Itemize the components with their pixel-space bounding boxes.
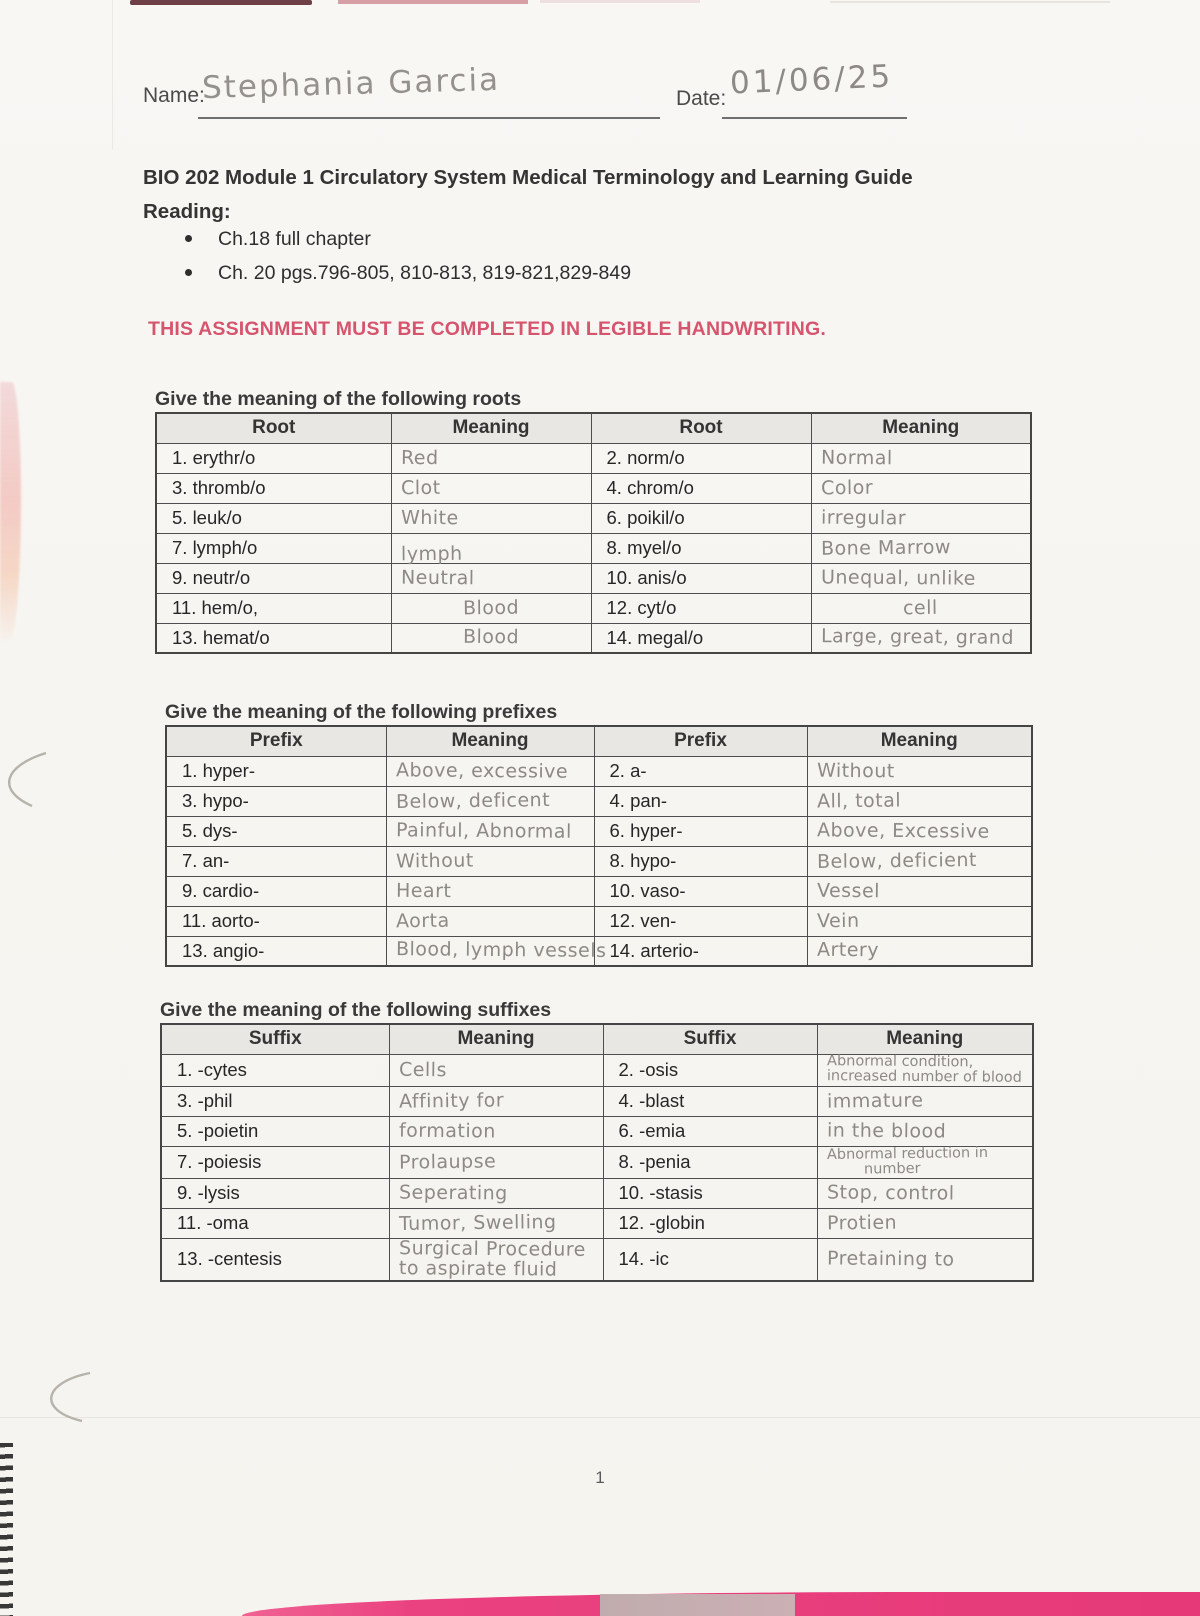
meaning-cell (389, 1054, 603, 1086)
term-cell: 5. -poietin (161, 1116, 389, 1146)
term-cell: 6. -emia (603, 1116, 817, 1146)
handwritten-answer: Blood (462, 626, 520, 649)
handwritten-answer: Seperating (398, 1181, 508, 1204)
handwritten-answer: Tumor, Swelling (398, 1210, 557, 1235)
handwritten-answer: Clot (400, 476, 441, 499)
meaning-cell (807, 846, 1032, 876)
handwritten-answer: Abnormal condition, increased number of blood (826, 1052, 1022, 1086)
prefixes-section-heading: Give the meaning of the following prefixes (165, 701, 558, 723)
meaning-cell (389, 1178, 603, 1208)
handwritten-answer: Unequal, unlike (820, 565, 976, 590)
handwritten-answer: Without (395, 849, 474, 872)
meaning-cell (391, 443, 591, 473)
term-cell: 7. -poiesis (161, 1146, 389, 1178)
handwritten-answer: Red (400, 446, 439, 469)
name-handwritten: Stephania Garcia (201, 61, 501, 107)
meaning-cell (386, 846, 594, 876)
table-row (161, 1208, 1033, 1238)
column-header: Root (591, 413, 811, 443)
date-handwritten: 01/06/25 (729, 58, 894, 102)
handwritten-answer: Vein (816, 909, 860, 932)
meaning-cell (807, 876, 1032, 906)
meaning-cell (391, 623, 591, 653)
term-cell: 10. vaso- (594, 876, 807, 906)
meaning-cell (817, 1116, 1033, 1146)
term-cell: 1. -cytes (161, 1054, 389, 1086)
hole-punch-arc (0, 748, 54, 810)
handwritten-answer: Normal (820, 446, 893, 469)
term-cell: 9. -lysis (161, 1178, 389, 1208)
term-cell: 8. -penia (603, 1146, 817, 1178)
suffixes-section-heading: Give the meaning of the following suffixes (160, 999, 552, 1021)
meaning-cell (389, 1116, 603, 1146)
meaning-cell (389, 1208, 603, 1238)
meaning-cell (391, 503, 591, 533)
handwritten-answer: Bone Marrow (820, 535, 951, 560)
term-cell: 5. leuk/o (156, 503, 391, 533)
handwritten-answer: Neutral (400, 566, 475, 589)
term-cell: 5. dys- (166, 816, 386, 846)
column-header: Meaning (811, 413, 1031, 443)
handwritten-answer: Surgical Procedure to aspirate fluid (398, 1236, 586, 1281)
meaning-cell (811, 563, 1031, 593)
bullet-icon (185, 235, 192, 242)
table-row (166, 906, 1032, 936)
handwritten-answer: Below, deficent (395, 788, 550, 813)
column-header: Meaning (807, 726, 1032, 756)
name-label: Name: (143, 84, 205, 107)
term-cell: 12. -globin (603, 1208, 817, 1238)
underlying-page-edge (112, 0, 113, 150)
handwritten-answer: Blood, lymph vessels (395, 938, 607, 963)
handwritten-answer: Without (816, 759, 895, 782)
meaning-cell (389, 1086, 603, 1116)
table-row (166, 756, 1032, 786)
handwritten-answer: Blood (462, 596, 520, 619)
table-row (156, 473, 1031, 503)
date-underline (722, 117, 907, 119)
term-cell: 2. norm/o (591, 443, 811, 473)
date-label: Date: (676, 87, 727, 110)
table-row (161, 1086, 1033, 1116)
desk-edge-stripe (540, 0, 700, 3)
table-header-row (156, 413, 1031, 443)
term-cell: 2. a- (594, 756, 807, 786)
term-cell: 4. -blast (603, 1086, 817, 1116)
handwritten-answer: Heart (395, 879, 451, 902)
meaning-cell (811, 503, 1031, 533)
term-cell: 14. arterio- (594, 936, 807, 966)
term-cell: 7. an- (166, 846, 386, 876)
table-row (161, 1116, 1033, 1146)
handwritten-answer: Cells (398, 1058, 447, 1081)
handwritten-answer: in the blood (826, 1118, 946, 1143)
term-cell: 14. megal/o (591, 623, 811, 653)
meaning-cell (807, 936, 1032, 966)
table-row (156, 563, 1031, 593)
handwritten-answer: Aorta (395, 909, 450, 932)
meaning-cell (386, 786, 594, 816)
term-cell: 6. poikil/o (591, 503, 811, 533)
term-cell: 7. lymph/o (156, 533, 391, 563)
column-header: Meaning (389, 1024, 603, 1054)
meaning-cell (386, 936, 607, 966)
term-cell: 12. ven- (594, 906, 807, 936)
table-row (166, 876, 1032, 906)
table-row (166, 816, 1032, 846)
term-cell: 8. hypo- (594, 846, 807, 876)
reading-item: Ch. 20 pgs.796-805, 810-813, 819-821,829-849 (185, 262, 631, 285)
term-cell: 14. -ic (603, 1238, 817, 1281)
meaning-cell (811, 473, 1031, 503)
table-row (161, 1146, 1033, 1178)
table-row (161, 1178, 1033, 1208)
roots-table (155, 412, 1032, 654)
meaning-cell (386, 816, 594, 846)
handwritten-answer: White (400, 506, 459, 529)
underlying-page-edge (0, 1417, 1200, 1418)
term-cell: 3. -phil (161, 1086, 389, 1116)
meaning-cell (817, 1146, 1033, 1178)
meaning-cell (817, 1086, 1033, 1116)
column-header: Meaning (386, 726, 594, 756)
meaning-cell (807, 786, 1032, 816)
term-cell: 9. neutr/o (156, 563, 391, 593)
meaning-cell (811, 593, 1031, 623)
handwritten-answer: cell (903, 596, 939, 619)
table-row (156, 503, 1031, 533)
term-cell: 4. chrom/o (591, 473, 811, 503)
table-row (166, 786, 1032, 816)
term-cell: 11. -oma (161, 1208, 389, 1238)
term-cell: 3. hypo- (166, 786, 386, 816)
table-row (161, 1238, 1033, 1281)
term-cell: 3. thromb/o (156, 473, 391, 503)
bullet-icon (185, 269, 192, 276)
term-cell: 10. anis/o (591, 563, 811, 593)
suffixes-table (160, 1023, 1034, 1282)
table-row (166, 846, 1032, 876)
table-row (166, 936, 1032, 966)
meaning-cell (391, 533, 591, 563)
column-header: Suffix (161, 1024, 389, 1054)
handwritten-answer: lymph (400, 542, 463, 565)
column-header: Prefix (166, 726, 386, 756)
gray-patch (600, 1594, 795, 1616)
term-cell: 10. -stasis (603, 1178, 817, 1208)
meaning-cell (391, 563, 591, 593)
column-header: Prefix (594, 726, 807, 756)
meaning-cell (391, 473, 591, 503)
page-number: 1 (595, 1468, 605, 1487)
handwritten-answer: Affinity for (398, 1088, 504, 1113)
term-cell: 13. hemat/o (156, 623, 391, 653)
table-row (156, 623, 1031, 653)
meaning-cell (811, 533, 1031, 563)
desk-edge-stripe (338, 0, 528, 4)
term-cell: 1. hyper- (166, 756, 386, 786)
handwritten-answer: immature (826, 1088, 924, 1113)
handwritten-answer: Vessel (816, 879, 880, 902)
handwritten-answer: Large, great, grand (820, 625, 1014, 650)
column-header: Root (156, 413, 391, 443)
term-cell: 11. aorto- (166, 906, 386, 936)
term-cell: 6. hyper- (594, 816, 807, 846)
column-header: Suffix (603, 1024, 817, 1054)
name-underline (198, 117, 660, 119)
handwritten-answer: formation (398, 1119, 496, 1142)
legible-handwriting-warning: THIS ASSIGNMENT MUST BE COMPLETED IN LEGIBLE HANDWRITING. (148, 318, 827, 340)
table-row (156, 593, 1031, 623)
column-header: Meaning (817, 1024, 1033, 1054)
handwritten-answer: Prolaupse (398, 1149, 496, 1174)
meaning-cell (386, 876, 594, 906)
table-row (161, 1054, 1033, 1086)
prefixes-table (165, 725, 1033, 967)
handwritten-answer: Artery (816, 938, 879, 962)
term-cell: 2. -osis (603, 1054, 817, 1086)
desk-edge-stripe (830, 1, 1110, 3)
meaning-cell (817, 1178, 1033, 1208)
meaning-cell (386, 756, 594, 786)
meaning-cell (807, 756, 1032, 786)
term-cell: 12. cyt/o (591, 593, 811, 623)
handwritten-answer: irregular (820, 506, 906, 529)
handwritten-answer: Abnormal reduction in number (826, 1144, 988, 1178)
handwritten-answer: Painful, Abnormal (395, 818, 572, 843)
handwritten-answer: Above, excessive (395, 758, 568, 783)
meaning-cell (811, 443, 1031, 473)
table-row (156, 533, 1031, 563)
meaning-cell (389, 1238, 603, 1281)
meaning-cell (807, 906, 1032, 936)
hole-punch-arc (28, 1366, 98, 1426)
handwritten-answer: Color (820, 476, 873, 499)
term-cell: 1. erythr/o (156, 443, 391, 473)
meaning-cell (807, 816, 1032, 846)
pink-watercolor-smudge (0, 382, 21, 640)
table-header-row (166, 726, 1032, 756)
handwritten-answer: All, total (816, 788, 901, 813)
pink-folder-edge (242, 1592, 1200, 1616)
roots-section-heading: Give the meaning of the following roots (155, 388, 522, 410)
desk-edge-stripe (130, 0, 312, 5)
meaning-cell (386, 906, 594, 936)
reading-label: Reading: (143, 200, 231, 223)
handwritten-answer: Pretaining to (826, 1246, 955, 1271)
term-cell: 9. cardio- (166, 876, 386, 906)
meaning-cell (811, 623, 1031, 653)
assignment-title: BIO 202 Module 1 Circulatory System Medical Terminology and Learning Guide (143, 166, 913, 189)
term-cell: 13. angio- (166, 936, 386, 966)
reading-item: Ch.18 full chapter (185, 228, 371, 251)
term-cell: 11. hem/o, (156, 593, 391, 623)
handwritten-answer: Protien (826, 1211, 897, 1234)
table-header-row (161, 1024, 1033, 1054)
meaning-cell (817, 1238, 1033, 1281)
term-cell: 8. myel/o (591, 533, 811, 563)
handwritten-answer: Above, Excessive (816, 818, 990, 843)
column-header: Meaning (391, 413, 591, 443)
term-cell: 4. pan- (594, 786, 807, 816)
table-row (156, 443, 1031, 473)
meaning-cell (817, 1054, 1033, 1086)
meaning-cell (817, 1208, 1033, 1238)
handwritten-answer: Stop, control (826, 1180, 955, 1205)
handwritten-answer: Below, deficient (816, 848, 977, 873)
meaning-cell (389, 1146, 603, 1178)
meaning-cell (391, 593, 591, 623)
term-cell: 13. -centesis (161, 1238, 389, 1281)
